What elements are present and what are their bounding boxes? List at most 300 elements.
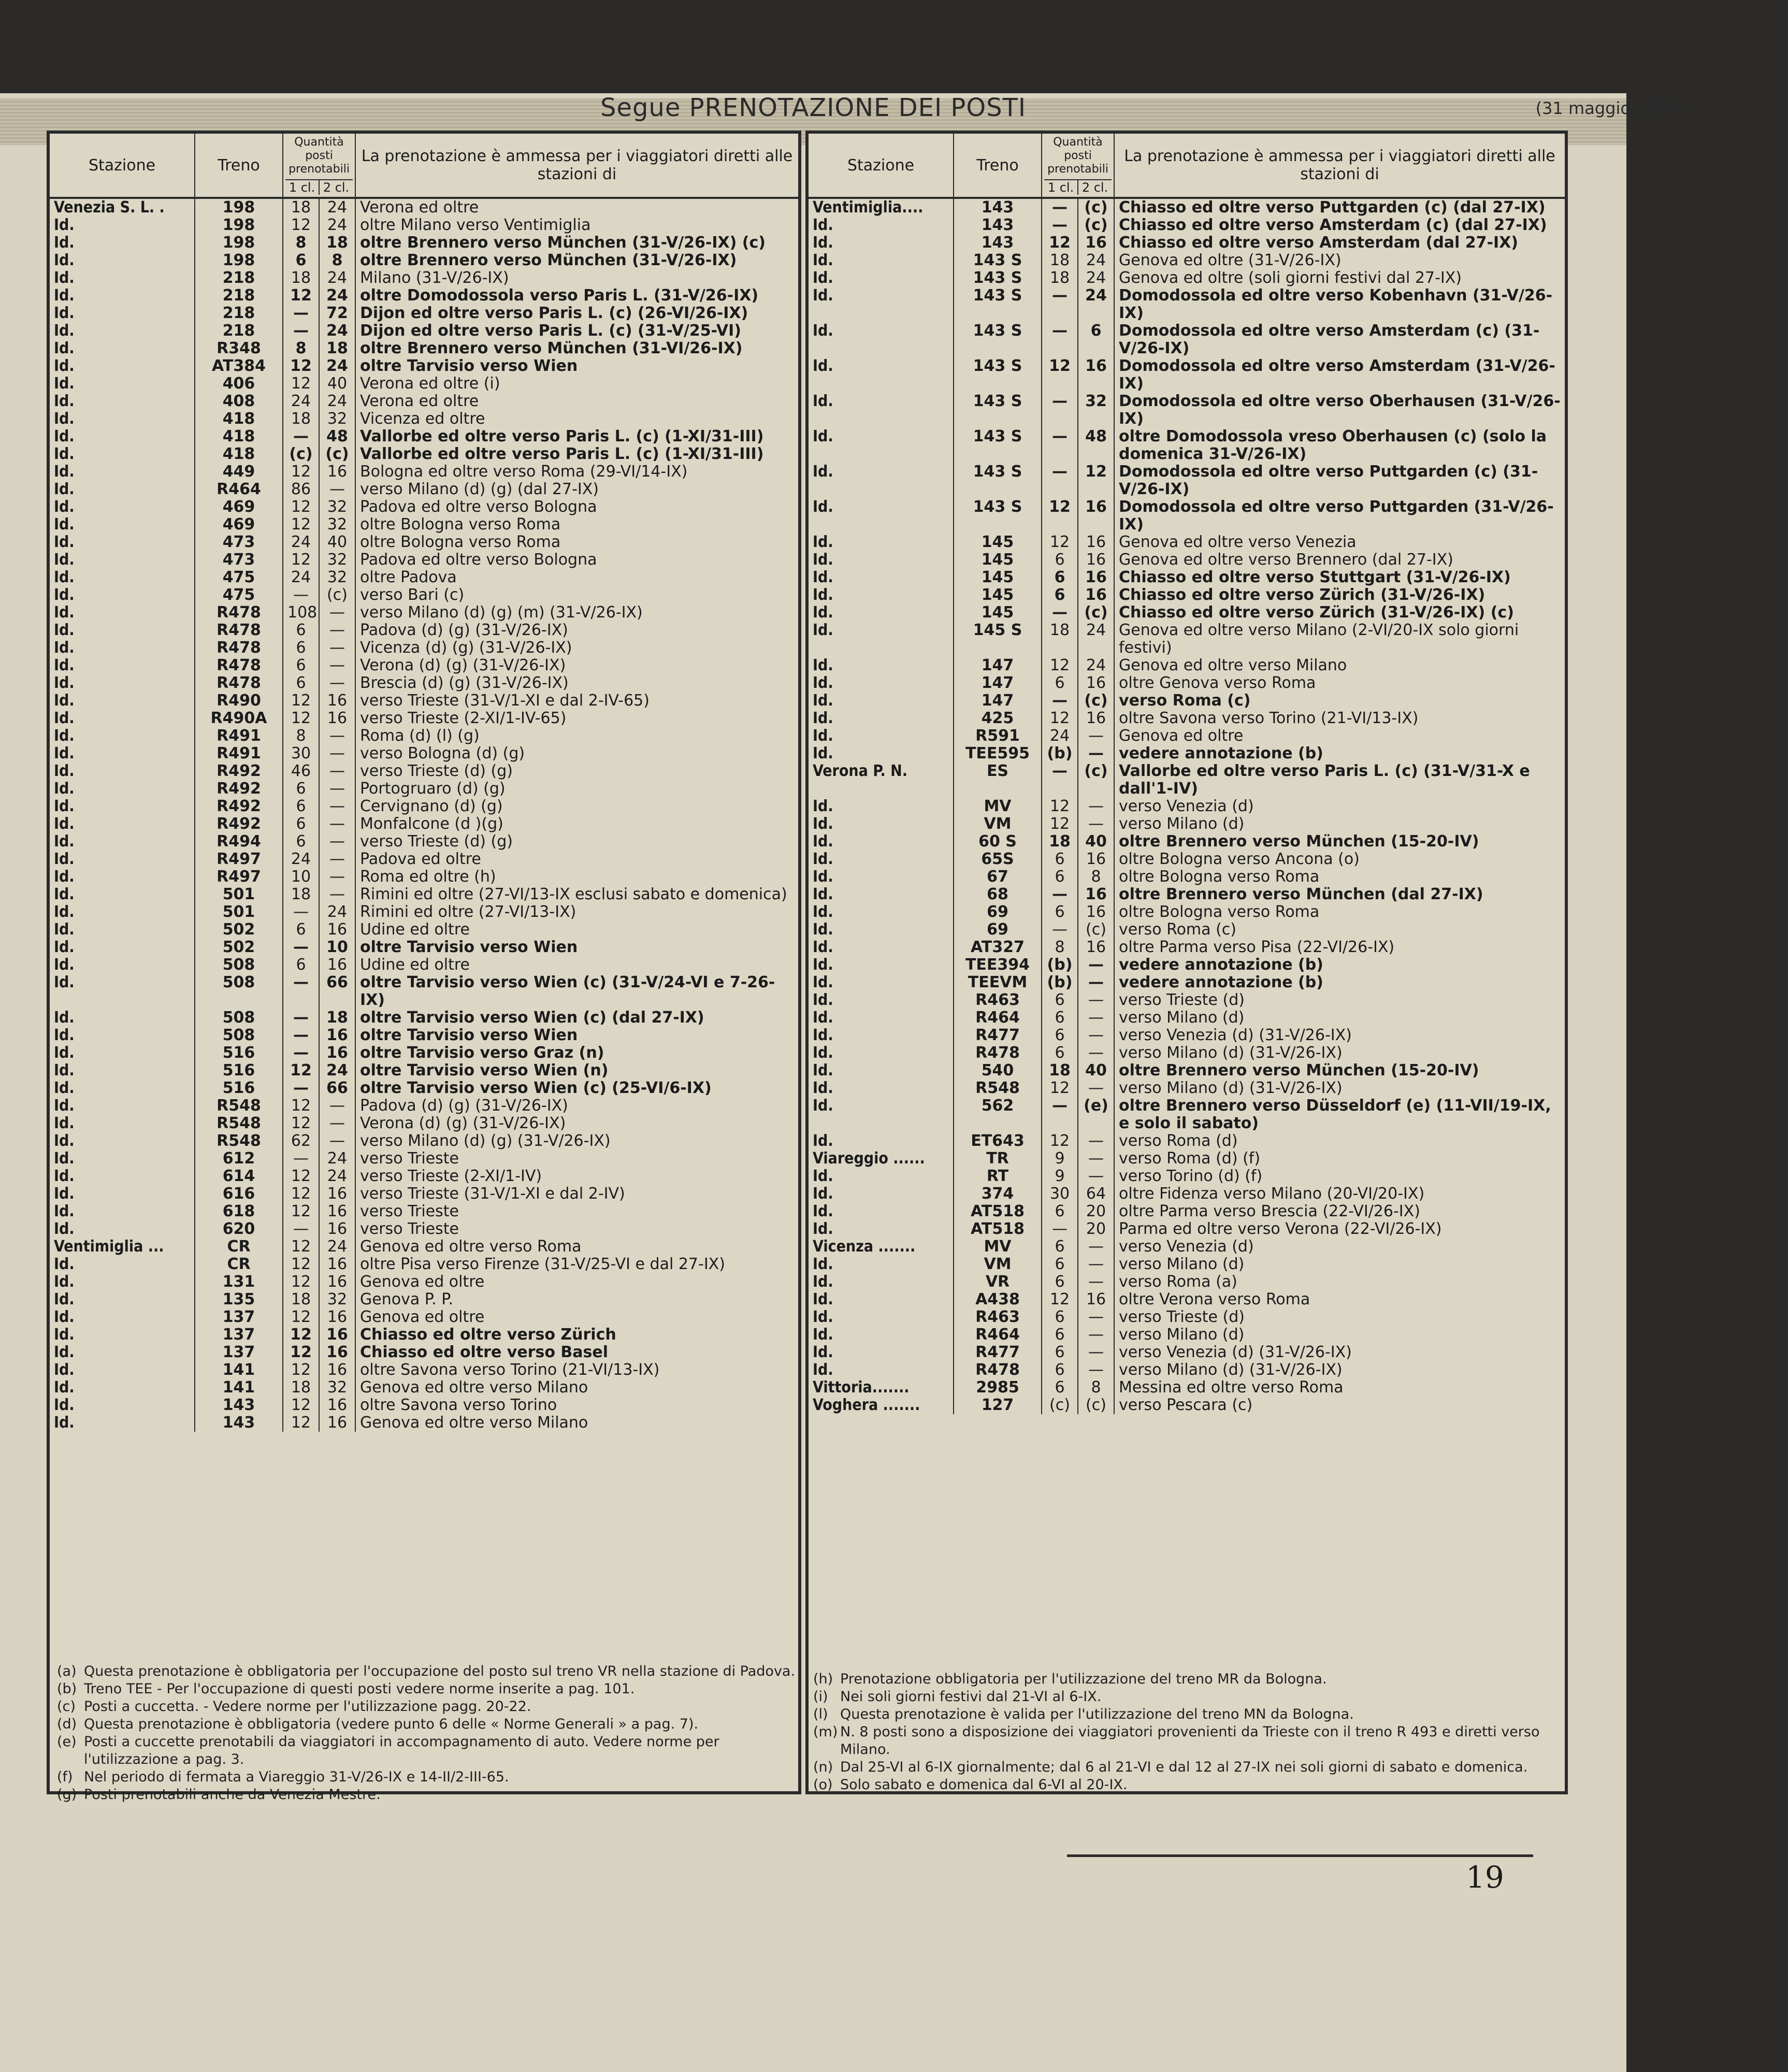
class1-cell: 12 [283,1097,319,1115]
class1-cell: 12 [1042,357,1078,393]
train-cell: VM [954,815,1042,833]
destination-cell: verso Bari (c) [360,586,465,604]
destination-cell: Genova ed oltre (soli giorni festivi dal 27-IX) [1119,269,1462,287]
station-cell: Id. [50,428,195,445]
station-cell: Id. [50,1027,195,1044]
class1-cell: 12 [283,1185,319,1203]
class1-cell: — [283,1080,319,1097]
station-cell: Id. [50,322,195,340]
table-row [50,657,798,674]
station-cell: Vittoria....... [809,1379,954,1397]
destination-cell: Genova ed oltre [360,1308,485,1326]
class1-cell: — [1042,393,1078,428]
class1-cell: 6 [1042,1238,1078,1256]
class2-cell: — [1078,1344,1114,1361]
station-cell: Id. [809,234,954,252]
station-cell: Id. [809,569,954,586]
table-row [50,1326,798,1344]
destination-cell: Genova ed oltre verso Milano [360,1378,588,1397]
train-cell: 137 [195,1344,283,1361]
destination-cell: oltre Tarvisio verso Graz (n) [360,1044,604,1062]
train-cell: 147 [954,657,1042,674]
class1-cell: 6 [283,657,319,674]
column-destination: La prenotazione è ammessa per i viaggiatori diretti alle stazioni di [355,134,798,198]
class2-cell: 24 [1078,252,1114,269]
footnote-text: Questa prenotazione è obbligatoria (vedere punto 6 delle « Norme Generali » a pag. 7). [84,1716,699,1732]
destination-cell: verso Milano (d) (g) (31-V/26-IX) [360,1132,611,1150]
table-row [809,745,1565,762]
class1-cell: 12 [1042,1080,1078,1097]
destination-cell: Genova ed oltre verso Brennero (dal 27-IX) [1119,551,1453,569]
station-cell: Id. [50,674,195,692]
destination-cell: verso Milano (d) [1119,1326,1245,1344]
table-row [50,1414,798,1432]
column-train: Treno [954,134,1042,198]
train-cell: R478 [195,604,283,622]
station-cell: Id. [50,1308,195,1326]
class1-cell: 6 [283,815,319,833]
table-row [809,1185,1565,1203]
class2-cell: — [319,674,355,692]
station-cell: Id. [809,991,954,1009]
destination-cell: verso Venezia (d) (31-V/26-IX) [1119,1343,1352,1361]
train-cell: 143 [954,217,1042,234]
station-cell: Id. [50,745,195,762]
train-cell: 616 [195,1185,283,1203]
station-cell: Id. [50,1185,195,1203]
class1-cell: 9 [1042,1150,1078,1168]
train-cell: 145 [954,604,1042,622]
train-cell: 143 S [954,269,1042,287]
train-cell: 135 [195,1291,283,1308]
footnote-key: (l) [813,1706,828,1722]
class1-cell: — [283,1009,319,1027]
destination-cell: oltre Fidenza verso Milano (20-VI/20-IX) [1119,1185,1425,1203]
table-row [50,1115,798,1132]
footnote-key: (n) [813,1759,833,1775]
train-cell: R497 [195,851,283,868]
class1-cell: 8 [283,340,319,357]
right-table-body [809,198,1565,1414]
destination-cell: Domodossola ed oltre verso Puttgarden (c) (31-V/26-IX) [1119,463,1538,498]
table-row [809,1273,1565,1291]
train-cell: 141 [195,1379,283,1397]
class1-cell: — [1042,287,1078,322]
train-cell: 469 [195,516,283,534]
destination-cell: verso Venezia (d) (31-V/26-IX) [1119,1026,1352,1044]
table-row [809,393,1565,428]
destination-cell: verso Milano (d) [1119,1255,1245,1273]
table-row [809,692,1565,710]
footnote-text: Posti a cuccetta. - Vedere norme per l'utilizzazione pagg. 20-22. [84,1699,531,1715]
train-cell: 473 [195,534,283,551]
class2-cell: 16 [1078,1291,1114,1308]
table-row [50,921,798,939]
footnote [813,1671,1559,1688]
station-cell: Id. [809,1220,954,1238]
station-cell: Id. [50,375,195,393]
train-cell: R548 [195,1132,283,1150]
train-cell: MV [954,1238,1042,1256]
train-cell: 137 [195,1326,283,1344]
destination-cell: verso Trieste (31-V/1-XI e dal 2-IV-65) [360,692,650,710]
class2-cell: — [319,604,355,622]
class1-cell: 18 [283,410,319,428]
station-cell: Id. [50,305,195,322]
train-cell: CR [195,1256,283,1273]
train-cell: 502 [195,939,283,956]
table-row [809,762,1565,798]
station-cell: Id. [809,1132,954,1150]
destination-cell: oltre Milano verso Ventimiglia [360,216,591,234]
footnote [57,1733,803,1768]
train-cell: CR [195,1238,283,1256]
class1-cell: 12 [283,1326,319,1344]
class2-cell: 16 [1078,674,1114,692]
footnote-key: (e) [57,1734,77,1750]
destination-cell: Monfalcone (d )(g) [360,815,503,833]
train-cell: R548 [195,1115,283,1132]
class2-cell: 16 [319,1256,355,1273]
destination-cell: oltre Brennero verso München (31-V/26-IX) [360,251,737,269]
class1-cell: 6 [283,674,319,692]
station-cell: Id. [809,1185,954,1203]
footnote-text: Questa prenotazione è valida per l'utilizzazione del treno MN da Bologna. [840,1706,1354,1722]
table-row [50,1027,798,1044]
destination-cell: verso Trieste (d) (g) [360,832,513,851]
class2-cell: — [1078,1273,1114,1291]
footnotes-right [813,1671,1559,1794]
destination-cell: oltre Tarvisio verso Wien [360,357,578,375]
train-cell: 68 [954,886,1042,903]
footnote-text: Posti a cuccette prenotabili da viaggiatori in accompagnamento di auto. Vedere norme per l'utilizzazione a pag. 3. [84,1734,719,1767]
table-row [50,322,798,340]
train-cell: VM [954,1256,1042,1273]
destination-cell: oltre Brennero verso München (31-VI/26-IX) [360,339,743,357]
column-class-2: 2 cl. [323,180,350,195]
train-cell: 60 S [954,833,1042,851]
class2-cell: 32 [319,516,355,534]
train-cell: 145 [954,534,1042,551]
destination-cell: verso Trieste (2-XI/1-IV) [360,1167,542,1185]
station-cell: Id. [50,1097,195,1115]
train-cell: 143 S [954,393,1042,428]
left-table-body [50,198,798,1432]
class1-cell: — [1042,886,1078,903]
class2-cell: — [319,780,355,798]
class2-cell: — [1078,1256,1114,1273]
class2-cell: 16 [1078,551,1114,569]
class2-cell: — [1078,1150,1114,1168]
destination-cell: verso Milano (d) (31-V/26-IX) [1119,1079,1343,1097]
destination-cell: Verona ed oltre [360,392,479,410]
table-row [50,974,798,1009]
table-row [809,1344,1565,1361]
destination-cell: verso Roma (a) [1119,1273,1237,1291]
station-cell: Id. [50,868,195,886]
train-cell: 449 [195,463,283,481]
station-cell: Id. [809,586,954,604]
station-cell: Id. [809,428,954,463]
table-row [809,939,1565,956]
station-cell: Voghera ....... [809,1397,954,1414]
class1-cell: 12 [283,498,319,516]
station-cell: Id. [809,1080,954,1097]
station-cell: Id. [50,1379,195,1397]
class1-cell: 6 [1042,1044,1078,1062]
station-cell: Id. [50,921,195,939]
destination-cell: oltre Parma verso Brescia (22-VI/26-IX) [1119,1202,1420,1220]
station-cell: Id. [809,1203,954,1220]
class2-cell: 24 [319,1238,355,1256]
table-row [809,428,1565,463]
class1-cell: 6 [1042,1256,1078,1273]
table-row [50,1361,798,1379]
table-row [50,428,798,445]
train-cell: 473 [195,551,283,569]
class1-cell: — [1042,762,1078,798]
footnote-text: N. 8 posti sono a disposizione dei viaggiatori provenienti da Trieste con il treno R 493 e diretti verso Milano. [840,1724,1540,1758]
class1-cell: 6 [283,921,319,939]
station-cell: Id. [50,956,195,974]
station-cell: Id. [809,657,954,674]
destination-cell: vedere annotazione (b) [1119,744,1323,762]
train-cell: R497 [195,868,283,886]
table-row [50,1273,798,1291]
station-cell: Id. [809,269,954,287]
destination-cell: Genova ed oltre verso Milano [1119,656,1347,674]
destination-cell: oltre Tarvisio verso Wien (c) (25-VI/6-IX) [360,1079,712,1097]
table-row [809,1027,1565,1044]
table-row [50,498,798,516]
footnote-key: (b) [57,1681,77,1697]
table-row [50,1009,798,1027]
train-cell: R492 [195,798,283,815]
station-cell: Id. [50,551,195,569]
table-row [50,622,798,639]
class2-cell: 24 [319,217,355,234]
class2-cell: 16 [319,1220,355,1238]
class1-cell: 12 [1042,498,1078,534]
station-cell: Id. [50,1080,195,1097]
destination-cell: Padova ed oltre [360,850,481,868]
class1-cell: 9 [1042,1168,1078,1185]
table-row [809,974,1565,991]
station-cell: Id. [50,1220,195,1238]
table-row [50,1256,798,1273]
table-row [809,956,1565,974]
class2-cell: — [319,727,355,745]
class2-cell: 16 [319,1203,355,1220]
table-row [50,745,798,762]
class2-cell: — [319,657,355,674]
class2-cell: 48 [1078,428,1114,463]
destination-cell: Brescia (d) (g) (31-V/26-IX) [360,674,569,692]
class1-cell: 12 [283,710,319,727]
train-cell: 618 [195,1203,283,1220]
train-cell: 143 [195,1397,283,1414]
class1-cell: 6 [1042,674,1078,692]
train-cell: 218 [195,269,283,287]
table-row [809,1256,1565,1273]
class2-cell: 24 [319,1168,355,1185]
class1-cell: (b) [1042,956,1078,974]
train-cell: 143 S [954,357,1042,393]
table-row [809,1150,1565,1168]
table-row [809,1291,1565,1308]
destination-cell: Chiasso ed oltre verso Amsterdam (c) (dal 27-IX) [1119,216,1547,234]
destination-cell: verso Milano (d) (g) (m) (31-V/26-IX) [360,603,643,622]
class1-cell: 12 [1042,710,1078,727]
class2-cell: — [319,1097,355,1115]
footnote [57,1663,803,1680]
class1-cell: 12 [283,1238,319,1256]
table-row [50,287,798,305]
class1-cell: 12 [283,551,319,569]
class2-cell: 16 [319,1308,355,1326]
train-cell: 614 [195,1168,283,1185]
class2-cell: 24 [1078,269,1114,287]
class2-cell: 8 [319,252,355,269]
class2-cell: — [319,868,355,886]
class2-cell: 16 [319,1344,355,1361]
table-row [50,762,798,780]
destination-cell: Domodossola ed oltre verso Amsterdam (31-V/26-IX) [1119,357,1555,393]
train-cell: 374 [954,1185,1042,1203]
class1-cell: — [283,322,319,340]
class2-cell: 40 [1078,1062,1114,1080]
class1-cell: 6 [1042,1344,1078,1361]
destination-cell: verso Venezia (d) [1119,797,1254,815]
train-cell: R348 [195,340,283,357]
station-cell: Id. [809,868,954,886]
column-quantity [283,134,355,198]
class2-cell: — [319,851,355,868]
class1-cell: — [1042,1220,1078,1238]
class2-cell: 24 [319,1062,355,1080]
destination-cell: Vicenza (d) (g) (31-V/26-IX) [360,639,572,657]
station-cell: Id. [809,1097,954,1132]
class2-cell: — [1078,798,1114,815]
train-cell: R478 [954,1361,1042,1379]
class2-cell: 16 [319,921,355,939]
station-cell: Id. [50,1132,195,1150]
class2-cell: — [319,639,355,657]
train-cell: 127 [954,1397,1042,1414]
table-row [809,1238,1565,1256]
footnote [57,1716,803,1733]
class2-cell: 8 [1078,1379,1114,1397]
class2-cell: — [1078,1009,1114,1027]
train-cell: 198 [195,252,283,269]
train-cell: 198 [195,234,283,252]
table-row [50,639,798,657]
train-cell: 516 [195,1080,283,1097]
station-cell: Id. [809,833,954,851]
table-row [50,340,798,357]
class1-cell: 6 [283,252,319,269]
train-cell: R463 [954,1308,1042,1326]
footnote-key: (g) [57,1787,77,1803]
destination-cell: oltre Verona verso Roma [1119,1290,1310,1308]
train-cell: 2985 [954,1379,1042,1397]
station-cell: Id. [809,622,954,657]
class2-cell: 16 [1078,939,1114,956]
quantity-label: Quantità posti prenotabili [289,136,350,176]
class2-cell: — [319,833,355,851]
class2-cell: 16 [1078,534,1114,551]
station-cell: Id. [50,410,195,428]
class1-cell: 18 [1042,1062,1078,1080]
footnote-key: (h) [813,1671,833,1687]
train-cell: 501 [195,903,283,921]
station-cell: Id. [809,903,954,921]
class1-cell: 12 [283,1361,319,1379]
class1-cell: 6 [1042,1308,1078,1326]
table-row [809,269,1565,287]
class2-cell: 16 [319,1044,355,1062]
station-cell: Id. [809,745,954,762]
class1-cell: 6 [283,833,319,851]
destination-cell: Genova ed oltre (31-V/26-IX) [1119,251,1342,269]
class2-cell: — [1078,1238,1114,1256]
destination-cell: oltre Bologna verso Roma [360,533,561,551]
column-class-1: 1 cl. [285,180,320,195]
class2-cell: — [319,622,355,639]
train-cell: 516 [195,1044,283,1062]
destination-cell: Roma (d) (l) (g) [360,727,480,745]
station-cell: Id. [50,1150,195,1168]
footnote [813,1688,1559,1706]
train-cell: 218 [195,305,283,322]
destination-cell: Genova ed oltre verso Milano (2-VI/20-IX solo giorni festivi) [1119,621,1519,657]
class2-cell: — [1078,956,1114,974]
train-cell: 69 [954,903,1042,921]
table-row [50,357,798,375]
train-cell: 145 S [954,622,1042,657]
left-table-panel [47,131,801,1794]
table-row [50,375,798,393]
station-cell: Id. [50,1062,195,1080]
table-row [50,956,798,974]
train-cell: 145 [954,551,1042,569]
table-row [809,322,1565,357]
class1-cell: — [1042,921,1078,939]
table-row [50,410,798,428]
station-cell: Verona P. N. [809,762,954,798]
table-row [809,234,1565,252]
station-cell: Id. [50,798,195,815]
train-cell: 218 [195,322,283,340]
destination-cell: oltre Pisa verso Firenze (31-V/25-VI e dal 27-IX) [360,1255,725,1273]
table-row [809,1044,1565,1062]
train-cell: 143 S [954,428,1042,463]
station-cell: Id. [809,604,954,622]
destination-cell: oltre Bologna verso Roma [1119,868,1320,886]
table-row [50,534,798,551]
destination-cell: oltre Domodossola vreso Oberhausen (c) (solo la domenica 31-V/26-IX) [1119,427,1547,463]
station-cell: Id. [50,1291,195,1308]
train-cell: 508 [195,1009,283,1027]
destination-cell: Milano (31-V/26-IX) [360,269,509,287]
class1-cell: 8 [283,234,319,252]
station-cell: Id. [50,1256,195,1273]
station-cell: Id. [809,886,954,903]
class2-cell: 16 [319,956,355,974]
class2-cell: 48 [319,428,355,445]
class1-cell: 12 [283,1203,319,1220]
class1-cell: 46 [283,762,319,780]
